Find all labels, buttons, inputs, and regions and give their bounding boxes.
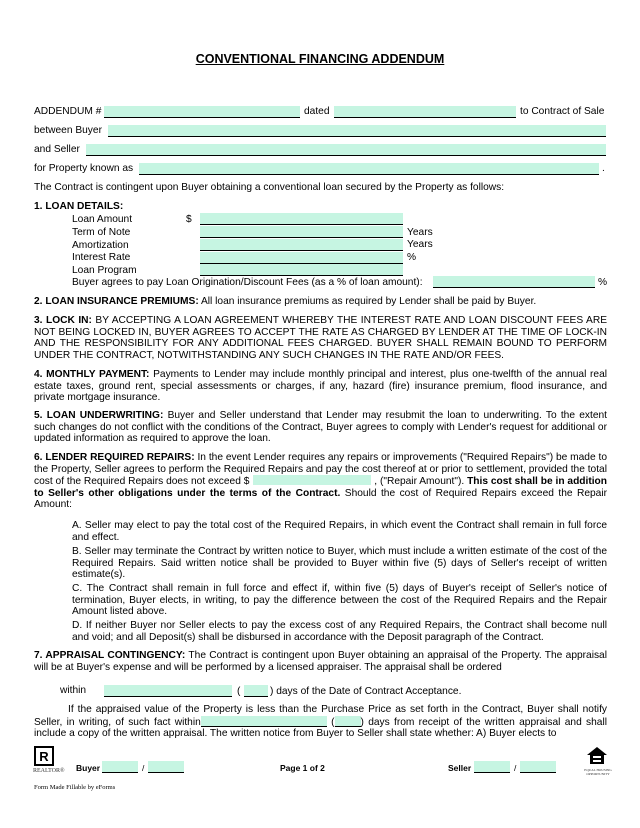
fees-text: Buyer agrees to pay Loan Origination/Discount Fees (as a % of loan amount): <box>72 277 423 288</box>
repair-amount-field[interactable] <box>253 475 371 485</box>
within-open-paren: ( <box>237 686 241 697</box>
buyer-slash: / <box>142 763 145 773</box>
section-4 <box>34 369 607 404</box>
seller-field[interactable] <box>86 144 606 156</box>
loan-details-heading: 1. LOAN DETAILS: <box>34 201 124 212</box>
loan-program-field[interactable] <box>200 264 403 276</box>
term-field[interactable] <box>200 226 403 238</box>
seller-initials-2[interactable] <box>520 761 556 773</box>
section-5-heading: 5. LOAN UNDERWRITING: <box>34 410 164 421</box>
section-5-text: Buyer and Seller understand that Lender may resubmit the loan to underwriting. To the extent such changes do not conflict with the conditions of the Contract, Buyer agrees to comply with Lender's request for additional or updated information as required to approve the loan. <box>34 410 607 445</box>
contract-label: to Contract of Sale <box>520 106 605 117</box>
within-days-words-field[interactable] <box>104 685 232 697</box>
amortization-field[interactable] <box>200 239 403 251</box>
fees-unit: % <box>598 277 608 288</box>
equal-housing-label: EQUAL HOUSING OPPORTUNITY <box>584 768 612 776</box>
section-2-text: All loan insurance premiums as required by Lender shall be paid by Buyer. <box>198 296 537 307</box>
buyer-field[interactable] <box>108 125 606 137</box>
page-title: CONVENTIONAL FINANCING ADDENDUM <box>195 52 445 66</box>
addendum-number-field[interactable] <box>104 106 300 118</box>
amortization-unit: Years <box>407 239 433 250</box>
section-6-text2: , ("Repair Amount"). <box>371 476 465 488</box>
buyer-label: between Buyer <box>34 125 102 136</box>
property-period: . <box>602 163 605 174</box>
section-4-text: Payments to Lender may include monthly principal and interest, plus one-twelfth of the annual real estate taxes, ground rent, special assessments or charges, if any, hazard (fire) insurance premium, flood insurance, and private mortgage insurance. <box>34 369 608 404</box>
amortization-label: Amortization <box>72 240 129 251</box>
intro-text: The Contract is contingent upon Buyer obtaining a conventional loan secured by the Property as follows: <box>34 182 505 193</box>
notify-days-words-field[interactable] <box>201 716 327 727</box>
section-6-item-d: D. If neither Buyer nor Seller elects to pay the excess cost of any Required Repairs, the Contract shall become null and void; and all Deposit(s) shall be disbursed in accordance with the Deposit paragraph of the Contract. <box>72 620 607 643</box>
section-7 <box>34 650 607 673</box>
section-6 <box>34 452 607 511</box>
seller-initials-1[interactable] <box>474 761 510 773</box>
section-2 <box>34 296 607 308</box>
notify-open-paren: ( <box>331 716 335 728</box>
term-unit: Years <box>407 227 433 238</box>
section-7-heading: 7. APPRAISAL CONTINGENCY: <box>34 650 186 661</box>
fees-field[interactable] <box>433 276 595 288</box>
seller-slash: / <box>514 763 517 773</box>
section-6-item-b: B. Seller may terminate the Contract by written notice to Buyer, which must include a written estimate of the cost of the Required Repairs. Said written notice shall be provided to Buyer within five (5) days of Seller's receipt of written estimate(s). <box>72 546 607 581</box>
term-label: Term of Note <box>72 227 131 238</box>
section-5 <box>34 410 607 445</box>
section-2-heading: 2. LOAN INSURANCE PREMIUMS: <box>34 296 199 307</box>
form-credit: Form Made Fillable by eForms <box>34 784 116 791</box>
within-days-number-field[interactable] <box>244 685 268 697</box>
buyer-initials-1[interactable] <box>102 761 138 773</box>
section-6-item-c: C. The Contract shall remain in full force and effect if, within five (5) days of Buyer's receipt of Seller's notice of termination, Buyer elects, in writing, to pay the difference between the cost of the Required Repairs and the Repair Amount listed above. <box>72 583 607 618</box>
page-number: Page 1 of 2 <box>280 763 325 773</box>
interest-rate-unit: % <box>407 252 417 263</box>
realtor-label: REALTOR® <box>33 768 65 774</box>
dollar-sign: $ <box>186 214 192 225</box>
section-6-heading: 6. LENDER REQUIRED REPAIRS: <box>34 452 195 463</box>
section-4-heading: 4. MONTHLY PAYMENT: <box>34 369 150 380</box>
equal-housing-icon <box>586 746 608 766</box>
property-label: for Property known as <box>34 163 134 174</box>
date-field[interactable] <box>334 106 516 118</box>
section-3-heading: 3. LOCK IN: <box>34 315 92 326</box>
footer-buyer-label: Buyer <box>76 763 101 773</box>
addendum-label: ADDENDUM # <box>34 106 102 117</box>
section-7-p2 <box>34 704 607 740</box>
section-7-p2a: If the appraised value of the Property is less than the Purchase Price as set forth in the Contract, Buyer shall notify Seller, in writing, of such fact within <box>34 704 607 728</box>
section-6-text3: Should the cost of Required Repairs exceed the Repair Amount: <box>34 487 607 511</box>
realtor-logo-icon <box>34 746 54 766</box>
buyer-initials-2[interactable] <box>148 761 184 773</box>
section-6-text1: In the event Lender requires any repairs or improvements ("Required Repairs") be made to the Property, Seller agrees to perform the Required Repairs and pay the cost thereof at or prior to settlement, provided the total cost of the Required Repairs does not exceed $ <box>34 452 607 488</box>
seller-label: and Seller <box>34 144 80 155</box>
dated-label: dated <box>304 106 330 117</box>
section-6-item-a: A. Seller may elect to pay the total cost of the Required Repairs, in which event the Contract shall remain in full force and effect. <box>72 520 607 543</box>
within-days-text: ) days of the Date of Contract Acceptance. <box>270 686 462 697</box>
section-7-text: The Contract is contingent upon Buyer obtaining an appraisal of the Property. The appraisal will be at Buyer's expense and will be performed by a licensed appraiser. The appraisal shall be ordered <box>34 650 607 673</box>
interest-rate-label: Interest Rate <box>72 252 131 263</box>
notify-days-number-field[interactable] <box>335 716 361 727</box>
section-6-bold: This cost shall be in addition to Seller's other obligations under the terms of the Contract. <box>34 476 608 499</box>
loan-program-label: Loan Program <box>72 265 137 276</box>
loan-amount-label: Loan Amount <box>72 214 133 225</box>
interest-rate-field[interactable] <box>200 252 403 264</box>
svg-text:R: R <box>39 749 49 764</box>
section-3-text: BY ACCEPTING A LOAN AGREEMENT WHEREBY THE INTEREST RATE AND LOAN DISCOUNT FEES ARE NOT BEING LOCKED IN, BUYER AGREES TO ACCEPT THE RATE AS CHARGED BY LENDER AT THE TIME OF LOCK-IN AND THE RESPONSIBILITY FOR ANY ADDITIONAL FEES CHARGED. BUYER SHALL REMAIN BOUND TO PERFORM UNDER THE CONTRACT, NOTWITHSTANDING ANY SUCH CHANGES IN THE RATE AND/OR FEES. <box>34 315 607 361</box>
section-3 <box>34 315 607 361</box>
loan-amount-field[interactable] <box>200 213 403 225</box>
footer-seller-label: Seller <box>448 763 472 773</box>
section-7-p2b: ) days from receipt of the written appraisal and shall include a copy of the written appraisal. The written notice from Buyer to Seller shall state whether: A) Buyer elects to <box>34 716 607 740</box>
property-field[interactable] <box>139 163 599 175</box>
within-label: within <box>60 685 87 696</box>
